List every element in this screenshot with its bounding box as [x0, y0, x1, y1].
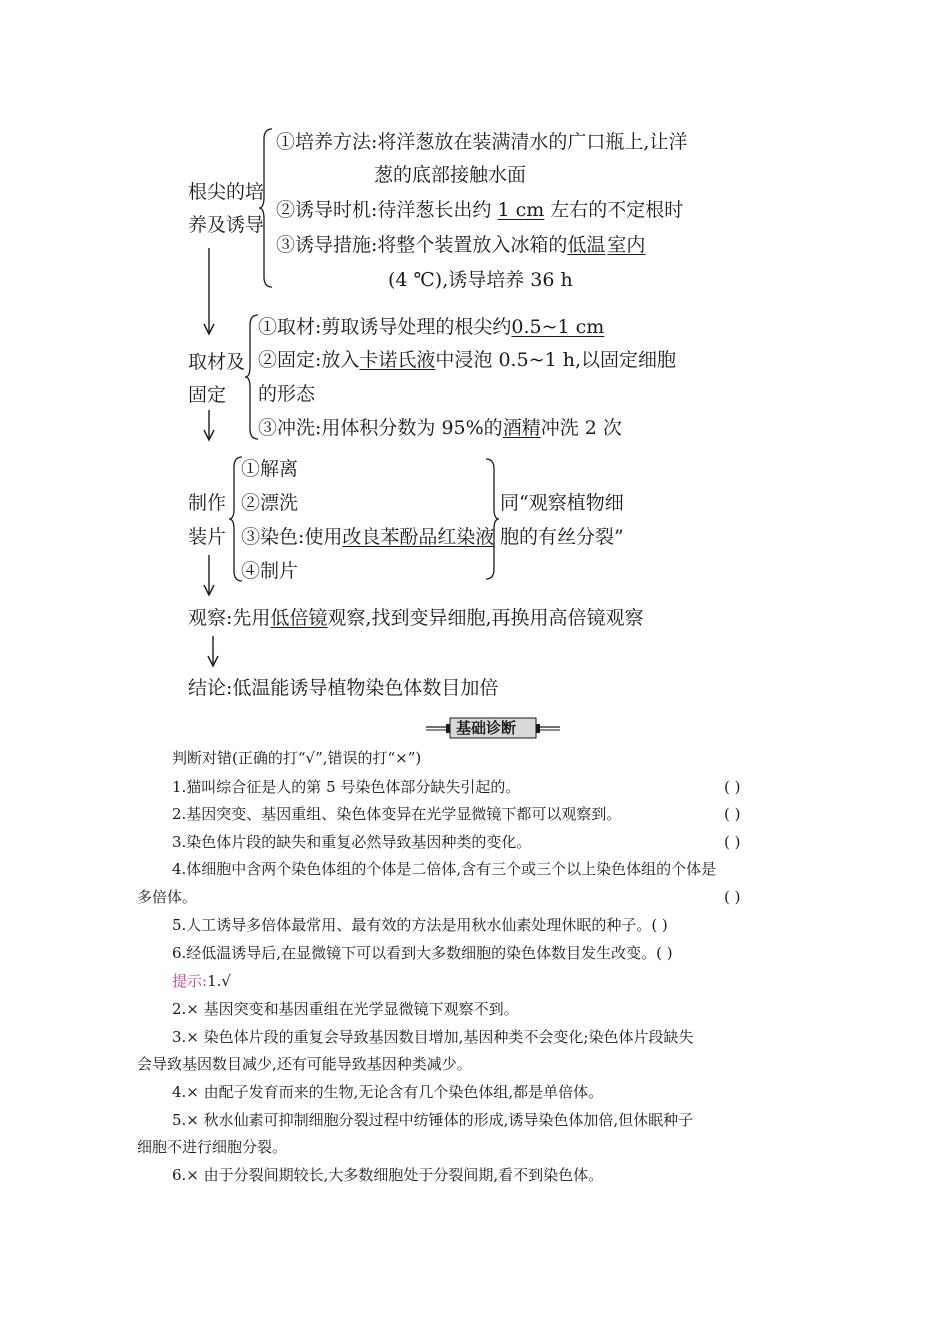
step1-item2: [276, 198, 683, 222]
step2-item2-line2: 的形态: [258, 383, 316, 405]
step1-brace: [258, 127, 274, 289]
step3-note-line2: 胞的有丝分裂”: [500, 526, 624, 548]
step2-label-line1: 取材及: [188, 351, 246, 373]
down-arrow-icon: [202, 555, 216, 597]
section-title: 基础诊断: [456, 719, 517, 737]
step1-item2-text: ②诱导时机:待洋葱长出约: [276, 199, 492, 221]
observe-underlined: 低倍镜: [270, 607, 328, 629]
quiz-question-5: 5.人工诱导多倍体最常用、最有效的方法是用秋水仙素处理休眠的种子。( ): [172, 916, 668, 934]
step2-item3: [258, 416, 622, 440]
down-arrow-icon: [202, 248, 216, 336]
step2-item1-underlined: 0.5~1 cm: [511, 316, 605, 338]
step3-item3-underlined: 改良苯酚品红染液: [342, 526, 495, 548]
quiz-intro: 判断对错(正确的打“√”,错误的打“×”): [172, 749, 422, 767]
down-arrow-icon: [206, 636, 220, 668]
step1-item3-underlined-1: 低温: [567, 234, 606, 256]
answer-6: 6.× 由于分裂间期较长,大多数细胞处于分裂间期,看不到染色体。: [172, 1166, 604, 1184]
step1-item1-line2: 葱的底部接触水面: [374, 164, 527, 186]
answer-blank-3: ( ): [724, 833, 741, 851]
quiz-question-3: 3.染色体片段的缺失和重复必然导致基因种类的变化。: [172, 833, 532, 851]
step1-item3-text: ③诱导措施:将整个装置放入冰箱的: [276, 234, 568, 256]
step3-item4: ④制片: [241, 560, 299, 582]
answer-2: 2.× 基因突变和基因重组在光学显微镜下观察不到。: [172, 1000, 519, 1018]
quiz-question-2: 2.基因突变、基因重组、染色体变异在光学显微镜下都可以观察到。: [172, 805, 622, 823]
step1-item2-text-after: 左右的不定根时: [550, 199, 684, 221]
step3-item3-text: ③染色:使用: [241, 526, 343, 548]
step2-item1: [258, 315, 604, 339]
step2-label-line2: 固定: [188, 384, 227, 406]
step2-item2-text: ②固定:放入: [258, 349, 360, 371]
step2-item3-underlined: 酒精: [502, 417, 541, 439]
observe-text: 观察:先用: [188, 607, 271, 629]
quiz-question-4-line2: 多倍体。: [137, 888, 198, 906]
step2-item3-text-after: 冲洗 2 次: [540, 417, 622, 439]
answer-blank-2: ( ): [724, 805, 741, 823]
observe-text-after: 观察,找到变异细胞,再换用高倍镜观察: [327, 607, 644, 629]
quiz-question-6: 6.经低温诱导后,在显微镜下可以看到大多数细胞的染色体数目发生改变。( ): [172, 944, 673, 962]
step3-right-brace: [484, 457, 500, 581]
step3-item3: [241, 525, 494, 549]
conclusion-line: 结论:低温能诱导植物染色体数目加倍: [188, 677, 499, 699]
answer-1-text: 1.√: [207, 972, 231, 990]
step3-label-line1: 制作: [188, 492, 227, 514]
step1-label-line2: 养及诱导: [188, 214, 265, 236]
step2-item2-text-after: 中浸泡 0.5~1 h,以固定细胞: [435, 349, 677, 371]
section-banner: [426, 716, 560, 740]
step2-item1-text: ①取材:剪取诱导处理的根尖约: [258, 316, 512, 338]
answer-5-line1: 5.× 秋水仙素可抑制细胞分裂过程中纺锤体的形成,诱导染色体加倍,但休眠种子: [172, 1111, 694, 1129]
observe-line: [188, 606, 644, 630]
step2-item2-underlined: 卡诺氏液: [359, 349, 436, 371]
step3-item1: ①解离: [241, 458, 299, 480]
answer-blank-4: ( ): [724, 888, 741, 906]
step1-item3: [276, 233, 645, 257]
quiz-question-4-line1: 4.体细胞中含两个染色体组的个体是二倍体,含有三个或三个以上染色体组的个体是: [172, 860, 717, 878]
step3-note-line1: 同“观察植物细: [500, 492, 624, 514]
answer-1: [172, 971, 231, 991]
answer-3-line1: 3.× 染色体片段的重复会导致基因数目增加,基因种类不会变化;染色体片段缺失: [172, 1028, 694, 1046]
step3-label-line2: 装片: [188, 526, 227, 548]
answer-3-line2: 会导致基因数目减少,还有可能导致基因种类减少。: [137, 1055, 472, 1073]
step1-item3-underlined-2: 室内: [607, 234, 646, 256]
down-arrow-icon: [202, 410, 216, 442]
answer-blank-1: ( ): [724, 778, 741, 796]
step2-item2: [258, 348, 676, 372]
step1-item3-line2: (4 ℃),诱导培养 36 h: [388, 269, 573, 291]
step1-item2-underlined: 1 cm: [497, 199, 545, 221]
answer-5-line2: 细胞不进行细胞分裂。: [137, 1138, 288, 1156]
step1-label-line1: 根尖的培: [188, 181, 265, 203]
step2-item3-text: ③冲洗:用体积分数为 95%的: [258, 417, 503, 439]
step1-item1-line1: ①培养方法:将洋葱放在装满清水的广口瓶上,让洋: [276, 131, 688, 153]
step3-item2: ②漂洗: [241, 492, 299, 514]
quiz-question-1: 1.猫叫综合征是人的第 5 号染色体部分缺失引起的。: [172, 778, 521, 796]
hint-label: 提示:: [172, 972, 208, 990]
answer-4: 4.× 由配子发育而来的生物,无论含有几个染色体组,都是单倍体。: [172, 1083, 604, 1101]
